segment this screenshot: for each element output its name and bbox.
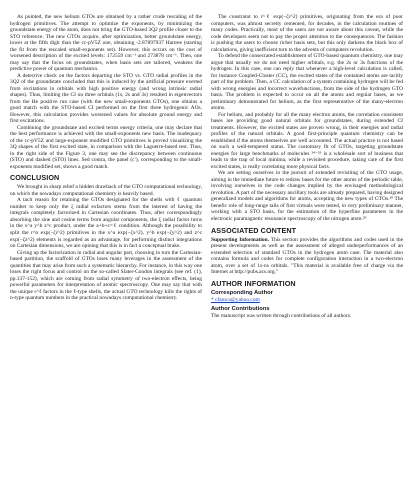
email-link[interactable]: * cfanica@yahoo.com <box>211 297 260 304</box>
paragraph: To defend the consecrated establishment of GTO-based quantum chemistry, one may argue that usually we do not need higher orbitals, e.g. the 2s or 3s functions of the hydrogen. In this case, one can reply that whenever a high-level calculation is called, for instance Coupled-Cluster (CC), the excited states of the contained atoms are tacitly part of the problem. Then, a CC calculation of a system containing hydrogen will be fed with wrong energies and incorrect wavefunctions, from the side of the hydrogen GTO basis. The problem is expected to occur on all the atoms and regular bases, as we preliminary demonstrated for helium, as the first representative of the many-electron atoms. <box>211 53 403 112</box>
corresponding-author-heading: Corresponding Author <box>211 289 273 296</box>
paragraph: The constraint to r^ℓ exp(−ζr^2) primitives, originating from the era of poor computers, was almost secretly cemented, for decades, in the calculation routines of many codes. Practically, most of the users are not aware about this caveat, while the code developers seem not to pay the proper attention to the consequences. The fashion is pushing the users to choose richer basis sets, but this only darkens the black box of calculations, giving inefficient turn to the advents of computers revolution. <box>211 14 403 53</box>
author-contributions-text: The manuscript was written through contributions of all authors. <box>211 313 352 320</box>
paragraph: Giving up the factorization in radial and angular part, choosing in turn the Cartesian-based partition, the scaffold of GTOs loses many leverages in the assessment of the quantities that may arise from such a systematic hierarchy. For instance, in this way one loses the right focus and control on the so-called Slater-Condon integrals (see ref. (1), pp.137-152), which are coming from radial symmetry of two-electron effects, being powerful parameters for interpretation of atomic spectroscopy. One may say that with the unique r^ℓ factors in the ℓ-type shells, the actual GTO technology kills the rights of n-type quantum numbers in the practical nowadays computational chemistry. <box>10 249 202 302</box>
supporting-information-paragraph <box>211 237 403 276</box>
left-column <box>10 14 202 489</box>
paragraph: As pointed, the new helium GTOs are obtained by a rather crude rescaling of the hydrogen primitives. The attempt to optimize the exponents, by minimizing the groundstate energy of the atom, does not bring the GTO-based 3Q2 profile closer to the STO reference. The new GTOs acquire, after optimization, better groundstate energy, lower at the fifth digit than the cc-pV5Z one, obtaining -2.87897937 Hartree (starting the fit from the rescaled small-exponents set). However, this occurs on the cost of worsened description of the excited levels: 172559 cm⁻¹ and 273878 cm⁻¹. Then, one may say that the focus on groundstates, when basis sets are tailored, weakens the predictive power of quantum mechanics. <box>10 14 202 73</box>
section-heading-conclusion: CONCLUSION <box>10 173 60 183</box>
corresponding-author-email-line <box>211 297 403 304</box>
paragraph: A tacit reason for retaining the GTOs designated for the shells with ℓ quantum number to keep only the ξ radial exfactors stems from the interest of having the integrals completely factorized in Cartesian coordinates. Thus, after correspondingly absorbing the sine and cosine terms from angular components, the ξ radial factor turns in the x^a y^b z^c product, under the a+b+c=ℓ condition. Although the possibility to split the r^n exp(−ζr^2) primitives in the x^a exp(−ζx^2), y^b exp(−ζy^2) and z^c exp(−ζz^2) elements is regarded as an advantage, for performing distinct integrations on Cartesian dimensions, we are opining that this is in fact a conceptual brake. <box>10 197 202 250</box>
paragraph: Combining the groundstate and excited terms energy criteria, one may declare that the best performance is achieved with the small-exponents new basis. The inadequacy of the cc-pV5Z and large-exponent modified GTO primitives is proved visualizing the 3Q shapes of the first excited state, in comparison with the Laguerre-based test. Thus, in the right side of the Figure 3, one may see the discrepancy between continuous (STO) and dashed (STO) lines. Sed contra, the panel (c′), corresponding to the small-exponents modified set, shows a good match. <box>10 124 202 170</box>
paragraph: We brought in sharp relief a hidden drawback of the GTO computational technology, on which the nowadays computational chemistry is heavily based. <box>10 184 202 197</box>
section-heading-associated-content: ASSOCIATED CONTENT <box>211 225 297 235</box>
paragraph: A detective check on the factors departing the STO vs. GTO radial profiles in the 3Q2 of the groundstate concluded that this is induced by the artificial pressure exerted from excitations in orbitals with high positive energy (and wrong intrinsic radial shapes). Thus, limiting the CI on three orbitals (1s, 2s and 3s) resulted in eigenvectors from the He positive run case (with the new small-exponents GTOs), one obtains a good match with the STO-based CI performed on the first three hydrogenic AOs. However, this calculation provides worsened values for absolute ground energy and first excitations. <box>10 72 202 125</box>
supporting-information-label: Supporting Information. <box>211 236 269 243</box>
author-contributions-heading: Author Contributions <box>211 305 270 312</box>
paragraph: For helium, and probably for all the many electron atoms, the correlation consistent bases are providing good natural orbitals for groundstates, during extended CI treatments. However, the excited states are proven wrong, in their energies and radial profiles of the natural orbitals. A good first-principle quantum chemistry can be established if the atoms themselves are well accounted. The actual practice is not based on such a well-tempered status. The customary fit of GTOs, targeting groundstate energies for large benchmarks of molecules ²⁴⁻²⁵ is a wholesale sort of business that leads to the trap of local minima, while a revisited procedure, taking care of the first excited states, is really correlating more physical facts. <box>211 111 403 170</box>
supporting-information-text: This section provides the algorithms and codes used in the present developments as well as the assessment of alleged underperformances of an extended selection of standard GTOs in the hydrogen atom case. The material also contains formula and codes for complete configuration interaction in a two-electron atom, over a set of 1s-ns orbitals. "This material is available free of charge via the Internet at http://pubs.acs.org." <box>211 236 403 276</box>
section-heading-author-information: AUTHOR INFORMATION <box>211 278 296 288</box>
paragraph: We are setting ourselves in the pursuit of extended revisiting of the GTO usage, aiming in the immediate future to redraw bases for the other atoms of the periodic table, involving ourselves in the code changes implied by the envisaged methodological revolution. A part of the necessary ancillary tools are already prepared, having designed generalized models and algorithms for atoms, accepting the new types of GTOs.²⁸ The benefic role of long-range tails of first virtuals were tested, in very preliminary manner, working with a STO basis, for the estimation of the hyperfine parameters in the electronic paramagnetic resonance spectroscopy of the nitrogen atom.²⁹ <box>211 170 403 222</box>
right-column <box>211 14 403 489</box>
